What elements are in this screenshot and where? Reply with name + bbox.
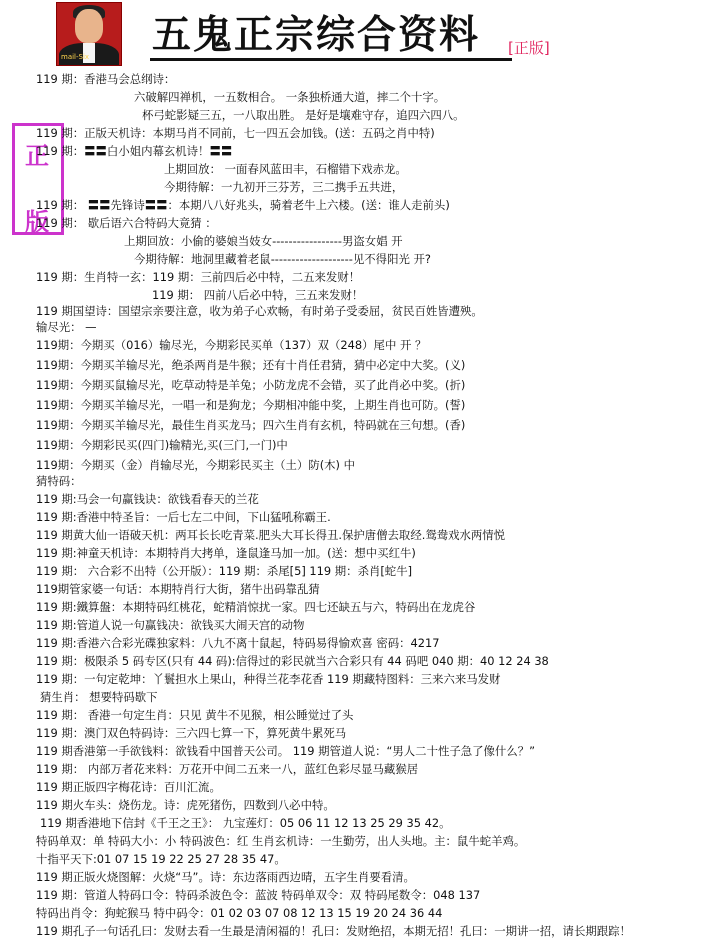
text-line: 119 期孔子一句话孔曰：发财去看一生最是清闲福的！孔曰：发财绝招，本期无招！孔曰：一期讲一招，请长期跟踪！ [36,924,631,938]
page-title: 五鬼正宗综合资料 [152,12,481,58]
text-line: 猜生肖： 想要特码歇下 [40,690,158,704]
text-line: 119 期:神童天机诗：本期特肖大拷单，逢鼠逢马加一加。(送：想中买红牛) [36,546,416,560]
text-line: 特码出肖令：狗蛇猴马 特中码令：01 02 03 07 08 12 13 15 19 20 24 36 44 [36,906,443,920]
text-line: 119 期： 香港一句定生肖：只见 黄牛不见猴，相公睡觉过了头 [36,708,354,722]
text-line: 119期：今期买（016）输尽光，今期彩民买单（137）双（248）尾中 开 ？ [36,338,427,352]
text-line: 119 期国望诗：国望宗亲要注意，收为弟子心欢畅，有时弟子受委屈，贫民百姓皆遭殃。 [36,304,483,318]
stamp-char-1: 正 [25,141,49,170]
text-line: 119 期黄大仙一语破天机：两耳长长吃青菜.肥头大耳长得丑.保护唐僧去取经.鸳鸯戏水两情悦 [36,528,506,542]
text-line: 119 期：香港马会总纲诗： [36,72,176,86]
text-line: 119 期：一句定乾坤：丫鬟担水上果山，种得兰花李花香 119 期藏特图料：三来六来马发财 [36,672,501,686]
text-line: 杯弓蛇影疑三五，一八取出胜。 是好是壤难守存，追四六四八。 [142,108,465,122]
edition-badge: [正版] [508,39,550,57]
text-line: 119 期：极限杀 5 码专区(只有 44 码):信得过的彩民就当六合彩只有 44 码吧 040 期：40 12 24 38 [36,654,549,668]
text-line: 119 期香港第一手欲钱料：欲钱看中国普天公司。 119 期管道人说：“男人二十性子急了像什么？” [36,744,535,758]
text-line: 119 期:管道人说一句赢钱决：欲钱买大闹天宫的动物 [36,618,305,632]
header [0,0,720,68]
text-line: 119期：今期买羊输尽光，最佳生肖买龙马；四六生肖有玄机，特码就在三句想。(香) [36,418,466,432]
text-line: 119 期：生肖特一玄：119 期：三前四后必中特，二五来发财！ [36,270,361,284]
text-line: 119期：今期买羊输尽光，一唱一和是狗龙；今期相冲能中奖，上期生肖也可防。(誓) [36,398,466,412]
text-line: 119 期：〓〓白小姐内幕玄机诗！〓〓 [36,144,233,158]
avatar [56,2,122,66]
text-line: 119 期:香港中特圣旨：一后七左二中间，下山猛吼称霸王. [36,510,331,524]
text-line: 119 期:马会一句赢钱诀：欲钱看春天的兰花 [36,492,259,506]
text-line: 十指平天下:01 07 15 19 22 25 27 28 35 47。 [36,852,286,866]
text-line: 119期管家婆一句话：本期特肖行大街，猪牛出码靠乱猜 [36,582,320,596]
text-line: 119期：今期买鼠输尽光，吃草动特是羊兔；小防龙虎不会错，买了此肖必中奖。(折) [36,378,466,392]
text-line: 119 期火车头：烧伤龙。诗：虎死猪伤，四数到八必中特。 [36,798,335,812]
text-line: 119 期： 六合彩不出特（公开版）：119 期：杀尾[5] 119 期：杀肖[蛇牛] [36,564,413,578]
text-line: 119 期:鐵算盤：本期特码红桃花，蛇精消惊扰一家。四七还缺五与六，特码出在龙虎谷 [36,600,476,614]
text-line: 上期回放： 一面春风蓝田丰，石榴错下戏赤龙。 [164,162,407,176]
text-line: 今期待解：地洞里藏着老鼠--------------------见不得阳光 开? [134,252,431,266]
title-underline [150,58,512,61]
text-line: 猜特码： [36,474,82,488]
text-line: 119 期：管道人特码口令：特码杀波色令：蓝波 特码单双令：双 特码尾数令：048 137 [36,888,481,902]
avatar-face [75,9,103,43]
stamp-char-2: 版 [25,207,49,236]
text-line: 119期：今期买羊输尽光，绝杀两肖是牛猴；还有十肖任君猜，猜中必定中大奖。(义) [36,358,466,372]
text-line: 119 期： 内部万者花来料：万花开中间二五来一八，蓝红色彩尽显马藏猴居 [36,762,419,776]
text-line: 上期回放：小偷的婆娘当妓女-----------------男盗女娼 开 [124,234,403,248]
text-line: 119 期正版四字梅花诗：百川汇流。 [36,780,221,794]
avatar-caption: mail-Six [61,53,90,61]
text-line: 119 期：澳门双色特码诗：三六四七算一下，算死黄牛累死马 [36,726,347,740]
text-line: 119期：今期彩民买(四门)输精光,买(三门,一门)中 [36,438,288,452]
text-line: 119 期:香港六合彩光碟独家料：八九不离十鼠起，特码易得愉欢喜 密码：4217 [36,636,440,650]
text-line: 六破解四禅机，一五数相合。 一条独桥通大道，摔二个十字。 [134,90,446,104]
text-line: 119 期正版火烧图解：火烧“马”。诗：东边落雨西边晴，五字生肖要看清。 [36,870,415,884]
text-line: 119 期： 四前八后必中特，三五来发财！ [152,288,364,302]
text-line: 119 期香港地下信封《千王之王》： 九宝莲灯：05 06 11 12 13 25 29 35 42。 [40,816,451,830]
text-line: 今期待解：一九初开三芬芳，三二携手五共进， [164,180,404,194]
text-line: 119 期：正版天机诗：本期马肖不同前，七一四五会加钱。(送：五码之肖中特) [36,126,435,140]
text-line: 119期：今期买（金）肖输尽光，今期彩民买主（土）防(木) 中 [36,458,356,472]
text-line: 特码单双：单 特码大小：小 特码波色：红 生肖玄机诗：一生勤劳，出人头地。主：鼠牛蛇羊鸡。 [36,834,526,848]
text-line: 119 期： 〓〓先锋诗〓〓：本期八八好兆头，骑着老牛上六楼。(送：谁人走前头) [36,198,450,212]
text-line: 输尽光： — [36,320,97,334]
text-line: 119 期： 歇后语六合特码大竟猜 ： [36,216,217,230]
